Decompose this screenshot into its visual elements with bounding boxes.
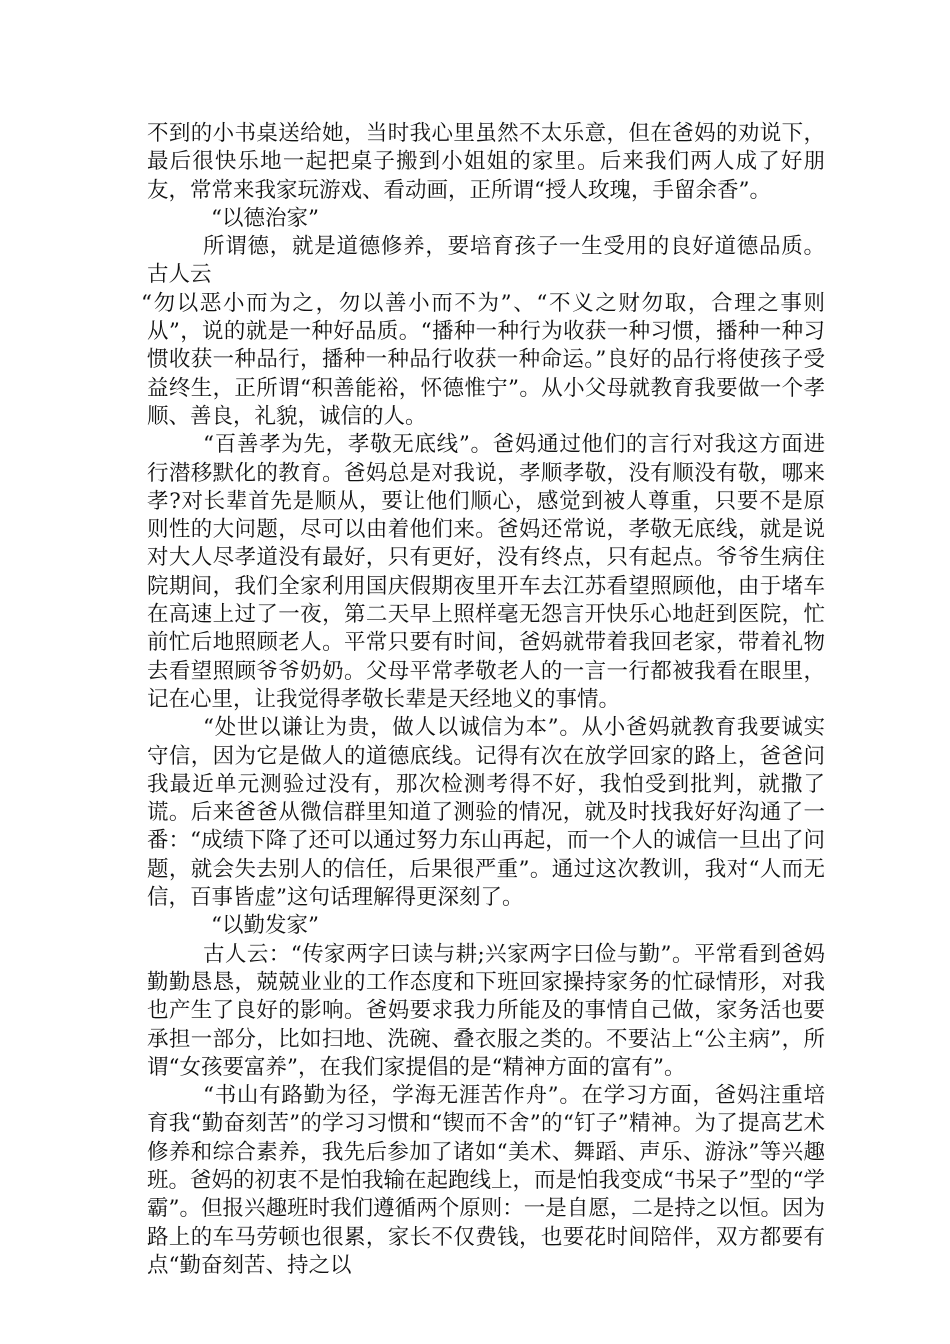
document-page — [141, 120, 825, 1280]
section-heading-diligence: “以勤发家” — [211, 913, 319, 939]
paragraph-filial-piety: “百善孝为先，孝敬无底线”。爸妈通过他们的言行对我这方面进行潜移默化的教育。爸妈总是对我说，孝顺孝敬，没有顺没有敬，哪来孝?对长辈首先是顺从，要让他们顺心，感觉到被人尊重，只要不是原则性的大问题，尽可以由着他们来。爸妈还常说，孝敬无底线，就是说对大人尽孝道没有最好，只有更好，没有终点，只有起点。爷爷生病住院期间，我们全家利用国庆假期夜里开车去江苏看望照顾他，由于堵车在高速上过了一夜，第二天早上照样毫无怨言开快乐心地赶到医院，忙前忙后地照顾老人。平常只要有时间，爸妈就带着我回老家，带着礼物去看望照顾爷爷奶奶。父母平常孝敬老人的一言一行都被我看在眼里，记在心里，让我觉得孝敬长辈是天经地义的事情。 — [147, 432, 825, 712]
paragraph-diligence-home: 古人云：“传家两字曰读与耕;兴家两字曰俭与勤”。平常看到爸妈勤勤恳恳，兢兢业业的工作态度和下班回家操持家务的忙碌情形，对我也产生了良好的影响。爸妈要求我力所能及的事情自己做，家务活也要承担一部分，比如扫地、洗碗、叠衣服之类的。不要沾上“公主病”，所谓“女孩要富养”，在我们家提倡的是“精神方面的富有”。 — [147, 941, 825, 1080]
paragraph-virtue-intro: 所谓德，就是道德修养，要培育孩子一生受用的良好道德品质。古人云 — [147, 234, 825, 288]
paragraph-diligence-study: “书山有路勤为径，学海无涯苦作舟”。在学习方面，爸妈注重培育我“勤奋刻苦”的学习习惯和“锲而不舍”的“钉子”精神。为了提高艺术修养和综合素养，我先后参加了诸如“美术、舞蹈、声乐、游泳”等兴趣班。爸妈的初衷不是怕我输在起跑线上，而是怕我变成“书呆子”型的“学霸”。但报兴趣班时我们遵循两个原则：一是自愿，二是持之以恒。因为路上的车马劳顿也很累，家长不仅费钱，也要花时间陪伴，双方都要有点“勤奋刻苦、持之以 — [147, 1083, 825, 1278]
paragraph-honesty: “处世以谦让为贵，做人以诚信为本”。从小爸妈就教育我要诚实守信，因为它是做人的道德底线。记得有次在放学回家的路上，爸爸问我最近单元测验过没有，那次检测考得不好，我怕受到批判，就撒了谎。后来爸爸从微信群里知道了测验的情况，就及时找我好好沟通了一番：“成绩下降了还可以通过努力东山再起，而一个人的诚信一旦出了问题，就会失去别人的信任，后果很严重”。通过这次教训，我对“人而无信，百事皆虚”这句话理解得更深刻了。 — [147, 715, 825, 911]
paragraph-virtue-quotes: “勿以恶小而为之，勿以善小而不为”、“不义之财勿取，合理之事则从”，说的就是一种好品质。“播种一种行为收获一种习惯，播种一种习惯收获一种品行，播种一种品行收获一种命运。”良好的品行将使孩子受益终生，正所谓“积善能裕，怀德惟宁”。从小父母就教育我要做一个孝顺、善良，礼貌，诚信的人。 — [141, 290, 825, 429]
paragraph-continuation: 不到的小书桌送给她，当时我心里虽然不太乐意，但在爸妈的劝说下，最后很快乐地一起把桌子搬到小姐姐的家里。后来我们两人成了好朋友，常常来我家玩游戏、看动画，正所谓“授人玫瑰，手留余香”。 — [147, 121, 825, 203]
section-heading-virtue: “以德治家” — [211, 205, 319, 231]
